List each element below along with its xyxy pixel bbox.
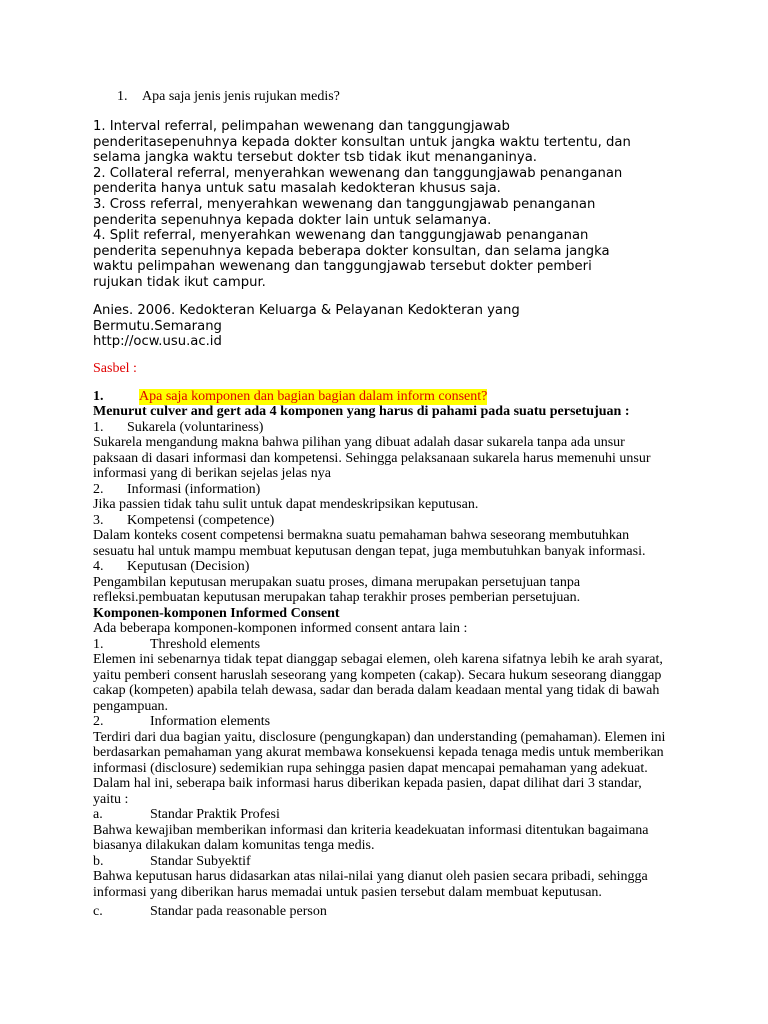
component-number: 3. [93, 512, 104, 528]
answer-line: waktu pelimpahan wewenang dan tanggungjawab tersebut dokter pemberi [93, 259, 592, 275]
standard-item [93, 904, 703, 920]
answer-line: 4. Split referral, menyerahkan wewenang dan tanggungjawab penanganan [93, 228, 589, 244]
standard-title: Standar Subyektif [150, 853, 251, 869]
component-item [93, 420, 703, 436]
component-desc-line: sesuatu hal untuk mampu membuat keputusan dengan tepat, juga membutuhkan banyak informasi. [93, 543, 646, 559]
reference-line: Bermutu.Semarang [93, 318, 222, 334]
component-desc-line: paksaan di dasari informasi dan kompetensi. Sehingga pelaksanaan sukarela harus memenuhi unsur [93, 450, 651, 466]
standard-item [93, 854, 703, 870]
element-desc-line: pengampuan. [93, 698, 169, 714]
answer-line: penderitasepenuhnya kepada dokter konsultan untuk jangka waktu tertentu, dan [93, 134, 631, 150]
element-desc-line: informasi (disclosure) sedemikian rupa sehingga pasien dapat mencapai pemahaman yang adekuat. [93, 760, 648, 776]
element-desc-line: yaitu : [93, 791, 129, 807]
answer-line: penderita hanya untuk satu masalah kedokteran khusus saja. [93, 181, 501, 197]
informed-consent-body [93, 404, 703, 920]
question-1-number: 1. [117, 89, 128, 104]
reference-line: Anies. 2006. Kedokteran Keluarga & Pelayanan Kedokteran yang [93, 303, 520, 318]
element-item [93, 714, 703, 730]
component-desc-line: Dalam konteks cosent competensi bermakna suatu pemahaman bahwa seseorang membutuhkan [93, 528, 630, 543]
component-title: Sukarela (voluntariness) [127, 419, 264, 435]
answer-line: 3. Cross referral, menyerahkan wewenang dan tanggungjawab penanganan [93, 196, 596, 212]
element-desc-line: yaitu pemberi consent haruslah seseorang yang kompeten (cakap). Secara hukum seseorang dianggap [93, 667, 662, 683]
element-desc-line: berdasarkan pemahaman yang akurat membawa konsekuensi kepada tenaga medis untuk memberikan [93, 745, 664, 760]
element-number: 2. [93, 714, 104, 729]
standard-letter: c. [93, 904, 103, 919]
component-desc-line: Jika passien tidak tahu sulit untuk dapat mendeskripsikan keputusan. [93, 497, 479, 512]
standard-item [93, 807, 703, 823]
standard-letter: a. [93, 807, 103, 822]
standard-desc-line: informasi yang diberikan harus memadai untuk pasien tersebut dalam membuat keputusan. [93, 884, 602, 900]
question-2 [93, 389, 693, 405]
intro-komponen: Ada beberapa komponen-komponen informed consent antara lain : [93, 621, 468, 636]
standard-desc-line: biasanya dilakukan dalam komunitas tenga medis. [93, 838, 375, 853]
component-item [93, 482, 703, 498]
answer-line: 1. Interval referral, pelimpahan wewenang dan tanggungjawab [93, 119, 510, 134]
element-item [93, 637, 703, 653]
element-desc-line: cakap (kompeten) apabila telah dewasa, sadar dan berada dalam keadaan mental yang tidak di bawah [93, 683, 660, 698]
component-number: 1. [93, 419, 104, 435]
element-desc-line: Dalam hal ini, seberapa baik informasi harus diberikan kepada pasien, dapat dilihat dari 3 standar, [93, 776, 642, 791]
component-title: Kompetensi (competence) [127, 512, 275, 528]
heading-culver-gert: Menurut culver and gert ada 4 komponen yang harus di pahami pada suatu persetujuan : [93, 404, 630, 419]
answer-line: penderita sepenuhnya kepada beberapa dokter konsultan, dan selama jangka [93, 243, 610, 259]
reference-block [93, 303, 693, 350]
heading-komponen: Komponen-komponen Informed Consent [93, 605, 340, 621]
standard-title: Standar pada reasonable person [150, 904, 327, 919]
answer-line: rujukan tidak ikut campur. [93, 274, 266, 290]
reference-link[interactable]: http://ocw.usu.ac.id [93, 334, 222, 350]
question-1 [117, 89, 340, 105]
component-desc-line: refleksi.pembuatan keputusan merupakan tahap terakhir proses pemberian persetujuan. [93, 590, 581, 605]
component-number: 4. [93, 559, 104, 574]
element-number: 1. [93, 636, 104, 652]
component-title: Informasi (information) [127, 481, 261, 497]
question-2-number: 1. [93, 389, 104, 404]
answer-1-block [93, 119, 693, 291]
component-desc-line: informasi yang di berikan sejelas jelas nya [93, 466, 331, 481]
answer-line: 2. Collateral referral, menyerahkan wewenang dan tanggungjawab penanganan [93, 165, 623, 181]
standard-letter: b. [93, 853, 104, 869]
element-desc-line: Terdiri dari dua bagian yaitu, disclosure (pengungkapan) dan understanding (pemahaman). Elemen ini [93, 729, 666, 745]
standard-desc-line: Bahwa keputusan harus didasarkan atas nilai-nilai yang dianut oleh pasien secara pribadi, sehingga [93, 869, 648, 884]
component-title: Keputusan (Decision) [127, 559, 250, 574]
element-desc-line: Elemen ini sebenarnya tidak tepat dianggap sebagai elemen, oleh karena sifatnya lebih ke arah syarat, [93, 652, 663, 667]
element-title: Threshold elements [150, 636, 261, 652]
element-title: Information elements [150, 714, 271, 729]
component-desc-line: Pengambilan keputusan merupakan suatu proses, dimana merupakan persetujuan tanpa [93, 574, 581, 590]
answer-line: selama jangka waktu tersebut dokter tsb tidak ikut menanganinya. [93, 150, 537, 166]
standard-desc-line: Bahwa kewajiban memberikan informasi dan kriteria keadekuatan informasi ditentukan bagaimana [93, 822, 649, 838]
component-desc-line: Sukarela mengandung makna bahwa pilihan yang dibuat adalah dasar sukarela tanpa ada unsur [93, 435, 625, 450]
sasbel-label: Sasbel : [93, 361, 137, 376]
answer-line: penderita sepenuhnya kepada dokter lain untuk selamanya. [93, 212, 492, 228]
standard-title: Standar Praktik Profesi [150, 807, 280, 822]
question-2-text: Apa saja komponen dan bagian bagian dalam inform consent? [139, 389, 488, 404]
component-item [93, 513, 703, 529]
question-1-text: Apa saja jenis jenis rujukan medis? [142, 89, 340, 104]
component-number: 2. [93, 481, 104, 497]
component-item [93, 559, 703, 575]
